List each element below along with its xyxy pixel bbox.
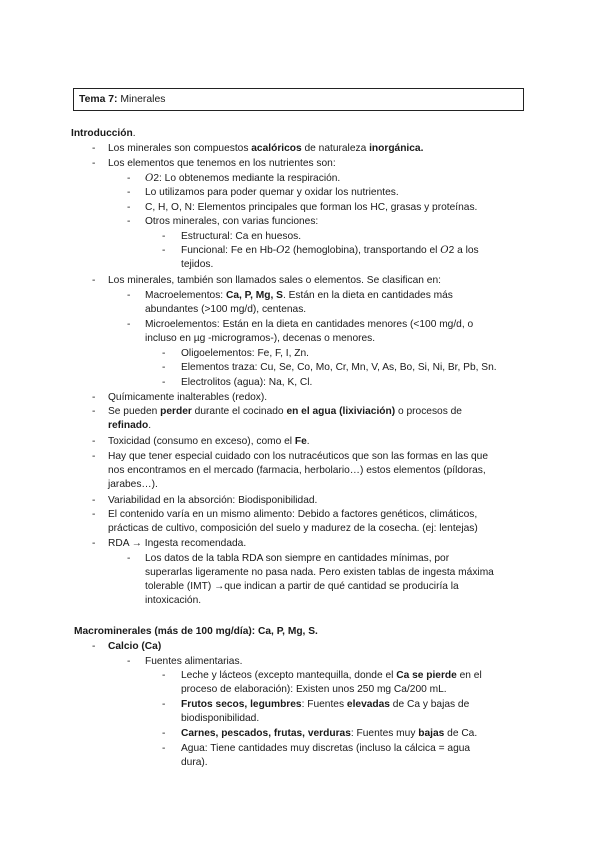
list-item: Leche y lácteos (excepto mantequilla, donde el Ca se pierde en el [181, 670, 482, 681]
list-item: El contenido varía en un mismo alimento: Debido a factores genéticos, climáticos, [108, 509, 478, 520]
list-item: Macroelementos: Ca, P, Mg, S. Están en la dieta en cantidades más [145, 290, 453, 301]
list-item: Los datos de la tabla RDA son siempre en cantidades mínimas, por [145, 553, 450, 564]
bullet: - [127, 173, 131, 184]
list-item: Fuentes alimentarias. [145, 656, 243, 667]
bullet: - [92, 495, 96, 506]
list-item: Frutos secos, legumbres: Fuentes elevadas de Ca y bajas de [181, 699, 470, 710]
topic-title-box [73, 88, 524, 111]
list-item-continuation: proceso de elaboración): Existen unos 250 mg Ca/200 mL. [181, 684, 447, 695]
list-item: Lo utilizamos para poder quemar y oxidar los nutrientes. [145, 187, 399, 198]
topic-label: Tema 7: [79, 94, 118, 105]
list-item: C, H, O, N: Elementos principales que forman los HC, grasas y proteínas. [145, 202, 478, 213]
bullet: - [92, 158, 96, 169]
bullet: - [162, 377, 166, 388]
list-item: Agua: Tiene cantidades muy discretas (incluso la cálcica = agua [181, 743, 471, 754]
bullet: - [92, 392, 96, 403]
bullet: - [92, 641, 96, 652]
list-item: Los elementos que tenemos en los nutrientes son: [108, 158, 336, 169]
bullet: - [162, 728, 166, 739]
macro-heading: Macrominerales (más de 100 mg/día): Ca, P, Mg, S. [74, 626, 318, 637]
bullet: - [127, 187, 131, 198]
list-item-continuation: abundantes (>100 mg/d), centenas. [145, 304, 307, 315]
list-item: Electrolitos (agua): Na, K, Cl. [181, 377, 313, 388]
list-item: Oligoelementos: Fe, F, I, Zn. [181, 348, 309, 359]
list-item-continuation: tejidos. [181, 259, 214, 270]
list-item-continuation: superarlas ligeramente no pasa nada. Pero existen tablas de ingesta máxima [145, 567, 494, 578]
bullet: - [127, 216, 131, 227]
bullet: - [127, 553, 131, 564]
list-item: Los minerales son compuestos acalóricos de naturaleza inorgánica. [108, 143, 424, 154]
list-item: Otros minerales, con varias funciones: [145, 216, 319, 227]
list-item-continuation: tolerable (IMT) →que indican a partir de qué cantidad se produciría la [145, 581, 459, 592]
bullet: - [162, 699, 166, 710]
bullet: - [92, 406, 96, 417]
list-item-continuation: nos encontramos en el mercado (farmacia, herbolario…) estos elementos (píldoras, [108, 465, 486, 476]
bullet: - [162, 231, 166, 242]
bullet: - [162, 743, 166, 754]
bullet: - [127, 202, 131, 213]
list-item: Variabilidad en la absorción: Biodisponibilidad. [108, 495, 318, 506]
bullet: - [92, 143, 96, 154]
list-item-continuation: dura). [181, 757, 208, 768]
list-item-continuation: jarabes…). [108, 479, 158, 490]
intro-heading: Introducción. [71, 128, 136, 139]
list-item-continuation: intoxicación. [145, 595, 202, 606]
bullet: - [127, 656, 131, 667]
bullet: - [92, 275, 96, 286]
bullet: - [92, 436, 96, 447]
list-item: Hay que tener especial cuidado con los nutracéuticos que son las formas en las que [108, 451, 488, 462]
list-item-continuation: incluso en µg -microgramos-), decenas o menores. [145, 333, 376, 344]
bullet: - [162, 670, 166, 681]
list-item: RDA → Ingesta recomendada. [108, 538, 247, 549]
bullet: - [92, 451, 96, 462]
bullet: - [127, 290, 131, 301]
bullet: - [162, 362, 166, 373]
bullet: - [162, 245, 166, 256]
list-item: Químicamente inalterables (redox). [108, 392, 268, 403]
topic-name: Minerales [120, 94, 166, 105]
list-item: Estructural: Ca en huesos. [181, 231, 302, 242]
bullet: - [127, 319, 131, 330]
list-item: Carnes, pescados, frutas, verduras: Fuentes muy bajas de Ca. [181, 728, 478, 739]
bullet: - [92, 538, 96, 549]
list-item: Toxicidad (consumo en exceso), como el Fe. [108, 436, 310, 447]
list-item-continuation: refinado. [108, 420, 152, 431]
bullet: - [92, 509, 96, 520]
list-item: O2: Lo obtenemos mediante la respiración. [145, 173, 341, 184]
list-item: Microelementos: Están en la dieta en cantidades menores (<100 mg/d, o [145, 319, 474, 330]
bullet: - [162, 348, 166, 359]
list-item: Funcional: Fe en Hb-O2 (hemoglobina), transportando el O2 a los [181, 245, 479, 256]
list-item-continuation: biodisponibilidad. [181, 713, 260, 724]
list-item-continuation: prácticas de cultivo, composición del suelo y madurez de la cosecha. (ej: lentejas) [108, 523, 478, 534]
list-item: Elementos traza: Cu, Se, Co, Mo, Cr, Mn, V, As, Bo, Si, Ni, Br, Pb, Sn. [181, 362, 497, 373]
list-item: Los minerales, también son llamados sales o elementos. Se clasifican en: [108, 275, 441, 286]
list-item: Se pueden perder durante el cocinado en el agua (lixiviación) o procesos de [108, 406, 462, 417]
list-item: Calcio (Ca) [108, 641, 162, 652]
